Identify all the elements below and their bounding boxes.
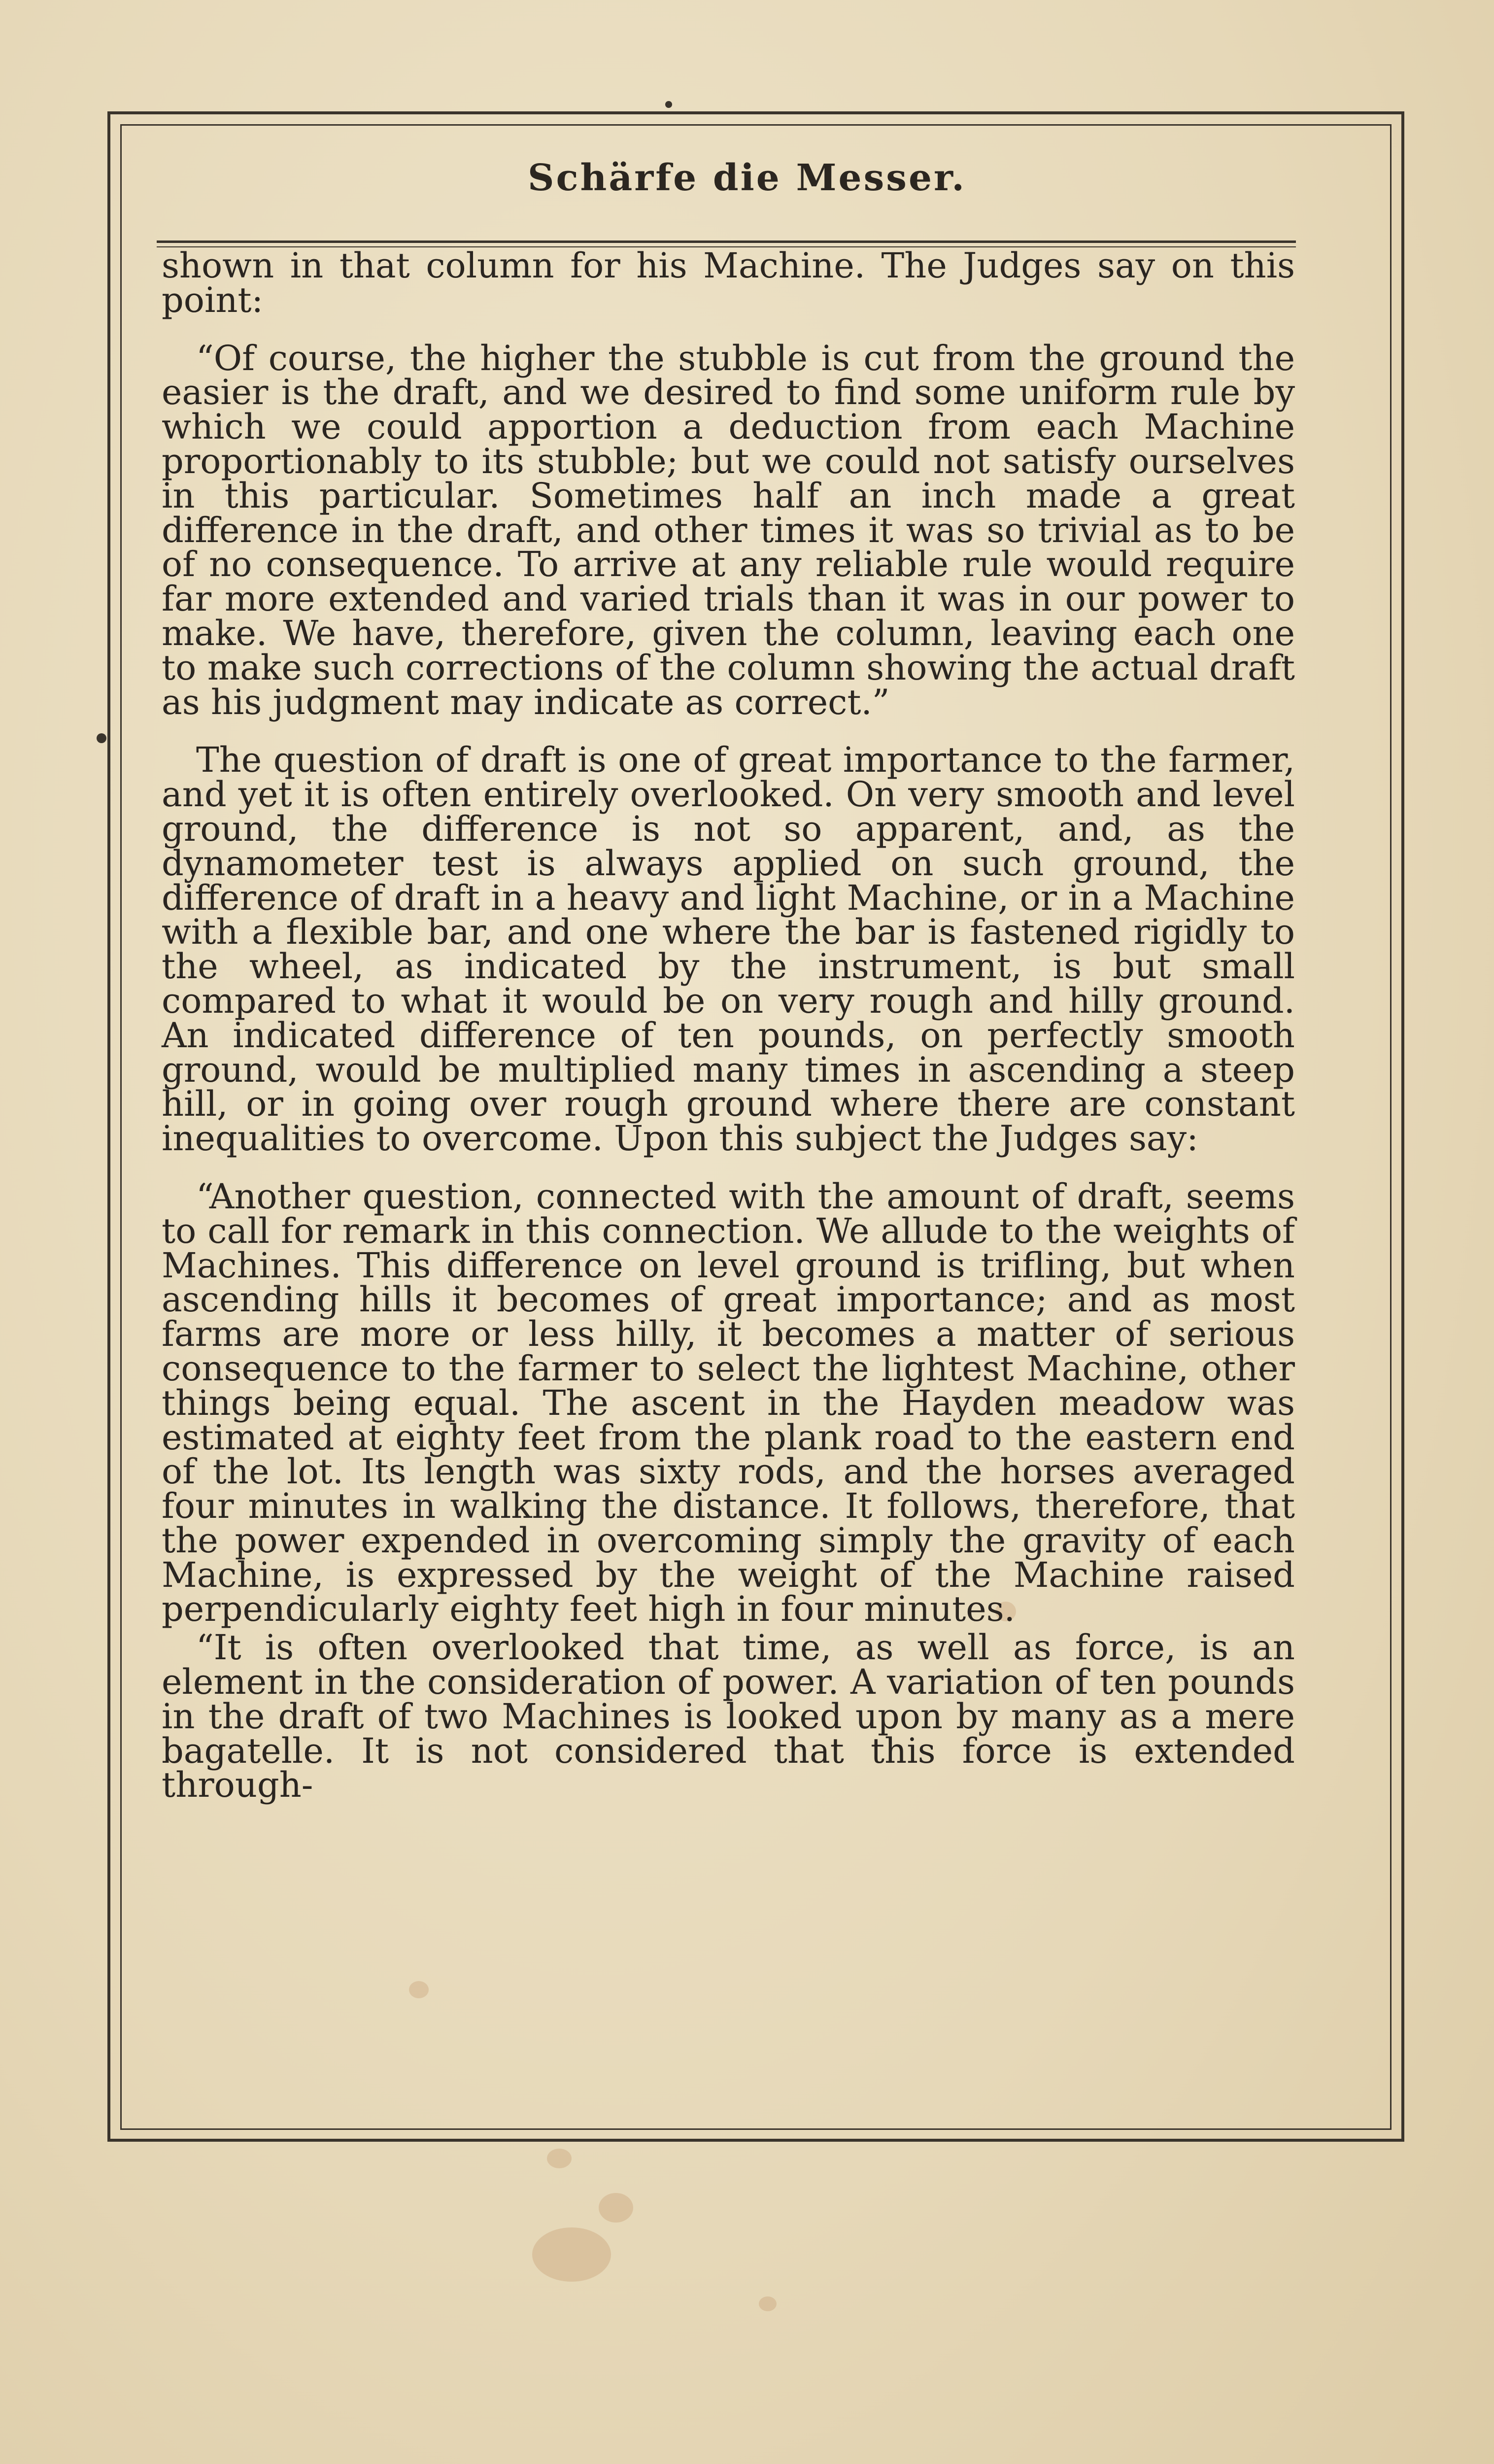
running-head: Schärfe die Messer. [528,157,966,199]
binding-dot [665,101,672,108]
stain-spot [547,2149,572,2168]
stain-spot [599,2193,633,2223]
paragraph: “Of course, the higher the stubble is cut from the ground the easier is the draft, and we desired to find some uniform rule by which we could apportion a deduction from each Machine proportionably to its stubble; but we could not satisfy ourselves in this particular. Sometimes half an inch made a great difference in the draft, and other times it was so trivial as to be of no consequence. To arrive at any reliable rule would require far more extended and varied trials than it was in our power to make. We have, therefore, given the column, leaving each one to make such corrections of the column showing the actual draft as his judgment may indicate as correct.” [162,338,1295,722]
paragraph: “Another question, connected with the amount of draft, seems to call for remark in this connection. We allude to the weights of Machines. This difference on level ground is trifling, but when ascending hills it becomes of great importance; and as most farms are more or less hilly, it becomes a matter of serious consequence to the farmer to select the lightest Machine, other things being equal. The ascent in the Hayden meadow was estimated at eighty feet from the plank road to the eastern end of the lot. Its length was sixty rods, and the horses averaged four minutes in walking the distance. It follows, therefore, that the power expended in overcoming simply the gravity of each Machine, is expressed by the weight of the Machine raised perpendicularly eighty feet high in four minutes. [162,1176,1295,1630]
stain-spot [532,2227,611,2282]
paragraph: The question of draft is one of great importance to the farmer, and yet it is often entirely overlooked. On very smooth and level ground, the difference is not so apparent, and, as the dynamometer test is always applied on such ground, the difference of draft in a heavy and light Machine, or in a Machine with a flexible bar, and one where the bar is fastened rigidly to the wheel, as indicated by the instrument, is but small compared to what it would be on very rough and hilly ground. An indicated difference of ten pounds, on perfectly smooth ground, would be multiplied many times in ascending a steep hill, or in going over rough ground where there are constant inequalities to overcome. Upon this subject the Judges say: [162,740,1295,1159]
stain-spot [759,2296,777,2311]
paragraph: “It is often overlooked that time, as well as force, is an element in the consideration of power. A variation of ten pounds in the draft of two Machines is looked upon by many as a mere bagatelle. It is not considered that this force is extended through- [162,1627,1295,1806]
body-text [162,245,1295,1806]
paragraph: shown in that column for his Machine. The Judges say on this point: [162,245,1295,320]
header-rule-thick [157,240,1296,243]
binding-dot [97,733,106,743]
